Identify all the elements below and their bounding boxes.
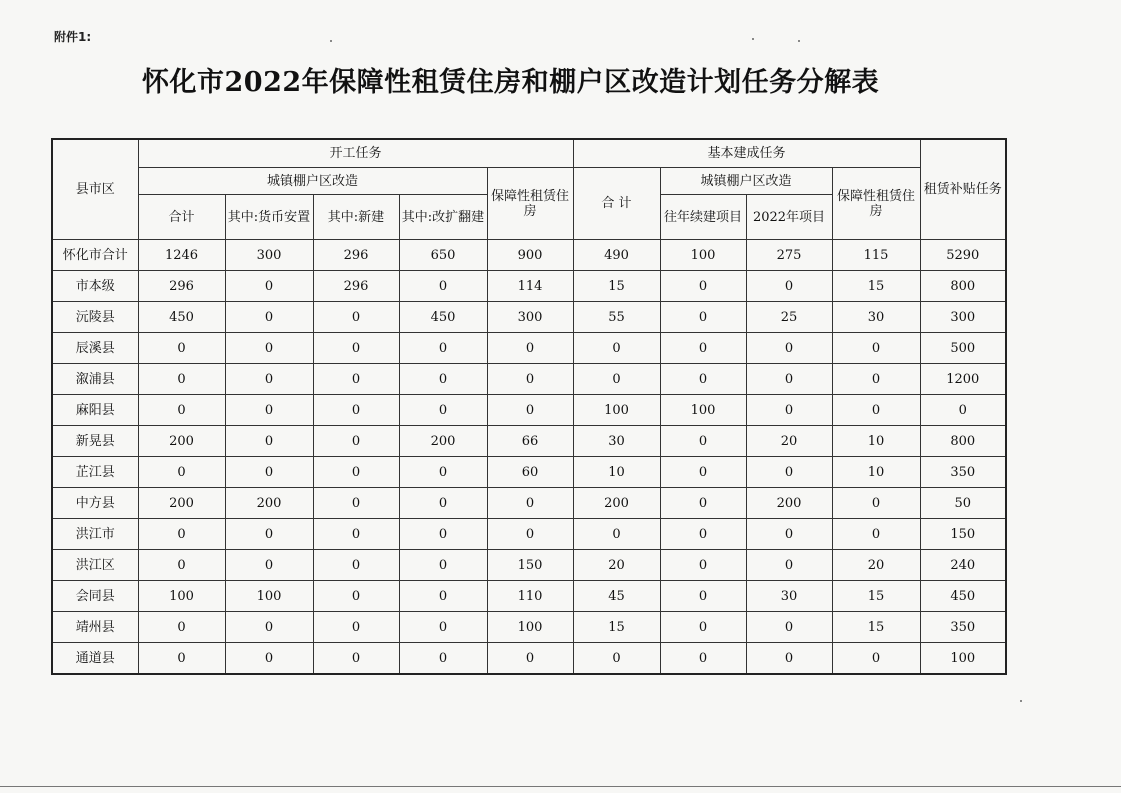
table-cell: 275 <box>746 240 832 271</box>
table-cell: 300 <box>487 302 573 333</box>
table-cell: 0 <box>138 457 225 488</box>
table-cell: 0 <box>487 643 573 675</box>
table-cell: 10 <box>832 457 920 488</box>
table-cell: 0 <box>225 612 313 643</box>
table-cell: 0 <box>660 457 746 488</box>
row-county-name: 中方县 <box>52 488 138 519</box>
table-cell: 10 <box>573 457 660 488</box>
row-county-name: 洪江市 <box>52 519 138 550</box>
table-cell: 0 <box>746 643 832 675</box>
table-cell: 0 <box>313 488 399 519</box>
table-cell: 15 <box>832 271 920 302</box>
table-cell: 0 <box>313 395 399 426</box>
table-row <box>52 333 1006 364</box>
table-row <box>52 457 1006 488</box>
table-cell: 150 <box>920 519 1006 550</box>
table-cell: 0 <box>225 395 313 426</box>
table-cell: 1246 <box>138 240 225 271</box>
table-cell: 15 <box>573 612 660 643</box>
table-cell: 0 <box>225 643 313 675</box>
table-cell: 110 <box>487 581 573 612</box>
table-cell: 0 <box>660 519 746 550</box>
table-cell: 15 <box>573 271 660 302</box>
table-cell: 55 <box>573 302 660 333</box>
table-cell: 10 <box>832 426 920 457</box>
scan-speck <box>1020 700 1022 702</box>
header-2022-projects: 2022年项目 <box>746 195 832 240</box>
table-cell: 0 <box>399 395 487 426</box>
table-cell: 200 <box>138 488 225 519</box>
table-cell: 0 <box>399 519 487 550</box>
scan-speck <box>798 40 800 42</box>
table-cell: 450 <box>399 302 487 333</box>
table-cell: 0 <box>399 612 487 643</box>
table-cell: 66 <box>487 426 573 457</box>
table-cell: 0 <box>746 364 832 395</box>
table-cell: 0 <box>225 519 313 550</box>
header-new-build: 其中:新建 <box>313 195 399 240</box>
row-county-name: 靖州县 <box>52 612 138 643</box>
table-cell: 150 <box>487 550 573 581</box>
table-cell: 115 <box>832 240 920 271</box>
table-cell: 300 <box>225 240 313 271</box>
table-cell: 45 <box>573 581 660 612</box>
header-shantytown-start: 城镇棚户区改造 <box>138 168 487 195</box>
table-cell: 0 <box>832 333 920 364</box>
table-cell: 20 <box>573 550 660 581</box>
table-cell: 0 <box>573 519 660 550</box>
table-cell: 30 <box>573 426 660 457</box>
table-cell: 0 <box>399 271 487 302</box>
table-cell: 0 <box>487 488 573 519</box>
row-county-name: 会同县 <box>52 581 138 612</box>
table-cell: 0 <box>138 395 225 426</box>
table-cell: 0 <box>225 457 313 488</box>
table-cell: 500 <box>920 333 1006 364</box>
table-cell: 800 <box>920 426 1006 457</box>
table-cell: 0 <box>225 333 313 364</box>
table-cell: 1200 <box>920 364 1006 395</box>
table-row <box>52 364 1006 395</box>
row-county-name: 市本级 <box>52 271 138 302</box>
header-county: 县市区 <box>52 139 138 240</box>
header-monetary: 其中:货币安置 <box>225 195 313 240</box>
table-cell: 0 <box>660 271 746 302</box>
table-cell: 30 <box>832 302 920 333</box>
table-cell: 0 <box>746 395 832 426</box>
table-cell: 350 <box>920 612 1006 643</box>
table-row <box>52 519 1006 550</box>
table-cell: 0 <box>138 612 225 643</box>
table-cell: 0 <box>832 395 920 426</box>
table-cell: 20 <box>746 426 832 457</box>
table-cell: 100 <box>573 395 660 426</box>
table-cell: 450 <box>138 302 225 333</box>
table-cell: 200 <box>746 488 832 519</box>
table-row <box>52 488 1006 519</box>
task-table <box>51 138 1007 675</box>
table-cell: 15 <box>832 612 920 643</box>
table-cell: 0 <box>399 643 487 675</box>
table-cell: 0 <box>138 550 225 581</box>
table-cell: 650 <box>399 240 487 271</box>
table-cell: 0 <box>832 643 920 675</box>
table-cell: 350 <box>920 457 1006 488</box>
table-row <box>52 302 1006 333</box>
table-cell: 0 <box>313 550 399 581</box>
table-cell: 296 <box>313 271 399 302</box>
table-cell: 300 <box>920 302 1006 333</box>
table-row <box>52 395 1006 426</box>
table-cell: 296 <box>138 271 225 302</box>
attachment-label: 附件1: <box>54 30 92 44</box>
table-cell: 100 <box>920 643 1006 675</box>
table-cell: 0 <box>487 395 573 426</box>
table-cell: 0 <box>746 271 832 302</box>
table-cell: 800 <box>920 271 1006 302</box>
table-cell: 0 <box>746 333 832 364</box>
row-county-name: 麻阳县 <box>52 395 138 426</box>
table-cell: 0 <box>138 333 225 364</box>
table-cell: 0 <box>313 643 399 675</box>
table-cell: 100 <box>225 581 313 612</box>
table-cell: 0 <box>313 302 399 333</box>
scan-speck <box>752 38 754 40</box>
table-cell: 0 <box>660 333 746 364</box>
table-cell: 0 <box>746 457 832 488</box>
header-total-basic: 合 计 <box>573 168 660 240</box>
table-cell: 100 <box>660 395 746 426</box>
table-cell: 450 <box>920 581 1006 612</box>
table-cell: 0 <box>660 488 746 519</box>
table-cell: 0 <box>660 643 746 675</box>
table-cell: 490 <box>573 240 660 271</box>
table-cell: 0 <box>487 364 573 395</box>
scan-speck <box>330 40 332 42</box>
table-cell: 5290 <box>920 240 1006 271</box>
table-row <box>52 240 1006 271</box>
table-cell: 0 <box>660 302 746 333</box>
row-county-name: 洪江区 <box>52 550 138 581</box>
table-cell: 0 <box>920 395 1006 426</box>
table-cell: 200 <box>138 426 225 457</box>
table-cell: 25 <box>746 302 832 333</box>
table-cell: 0 <box>225 364 313 395</box>
row-county-name: 通道县 <box>52 643 138 675</box>
table-cell: 0 <box>487 519 573 550</box>
row-county-name: 辰溪县 <box>52 333 138 364</box>
table-cell: 296 <box>313 240 399 271</box>
header-start-tasks: 开工任务 <box>138 139 573 168</box>
table-row <box>52 643 1006 675</box>
table-cell: 900 <box>487 240 573 271</box>
table-cell: 100 <box>660 240 746 271</box>
table-cell: 0 <box>313 364 399 395</box>
table-cell: 0 <box>138 519 225 550</box>
row-county-name: 溆浦县 <box>52 364 138 395</box>
table-cell: 0 <box>313 612 399 643</box>
table-row <box>52 550 1006 581</box>
table-cell: 0 <box>399 457 487 488</box>
table-cell: 50 <box>920 488 1006 519</box>
table-cell: 0 <box>573 364 660 395</box>
header-basic-tasks: 基本建成任务 <box>573 139 920 168</box>
table-cell: 20 <box>832 550 920 581</box>
table-cell: 0 <box>746 612 832 643</box>
table-cell: 100 <box>138 581 225 612</box>
table-cell: 0 <box>399 364 487 395</box>
table-cell: 0 <box>746 550 832 581</box>
table-cell: 0 <box>660 550 746 581</box>
table-cell: 0 <box>399 550 487 581</box>
table-cell: 0 <box>138 364 225 395</box>
table-row <box>52 581 1006 612</box>
table-cell: 30 <box>746 581 832 612</box>
row-county-name: 新晃县 <box>52 426 138 457</box>
row-county-name: 芷江县 <box>52 457 138 488</box>
table-cell: 0 <box>313 519 399 550</box>
table-cell: 0 <box>225 426 313 457</box>
header-rental-housing-basic: 保障性租赁住房 <box>832 168 920 240</box>
table-cell: 0 <box>225 550 313 581</box>
table-cell: 240 <box>920 550 1006 581</box>
table-cell: 0 <box>399 333 487 364</box>
table-cell: 15 <box>832 581 920 612</box>
row-county-name: 怀化市合计 <box>52 240 138 271</box>
table-cell: 0 <box>225 271 313 302</box>
table-cell: 200 <box>225 488 313 519</box>
table-cell: 0 <box>832 488 920 519</box>
table-cell: 0 <box>225 302 313 333</box>
table-cell: 0 <box>487 333 573 364</box>
table-cell: 0 <box>660 364 746 395</box>
table-cell: 0 <box>746 519 832 550</box>
table-cell: 60 <box>487 457 573 488</box>
header-total-start: 合计 <box>138 195 225 240</box>
table-row <box>52 426 1006 457</box>
header-renovation: 其中:改扩翻建 <box>399 195 487 240</box>
table-cell: 0 <box>138 643 225 675</box>
table-cell: 0 <box>313 457 399 488</box>
table-cell: 0 <box>660 426 746 457</box>
table-cell: 114 <box>487 271 573 302</box>
page-title: 怀化市2022年保障性租赁住房和棚户区改造计划任务分解表 <box>142 67 880 98</box>
table-cell: 0 <box>832 364 920 395</box>
header-previous-projects: 往年续建项目 <box>660 195 746 240</box>
table-cell: 0 <box>660 581 746 612</box>
table-cell: 0 <box>399 488 487 519</box>
header-rental-housing-start: 保障性租赁住房 <box>487 168 573 240</box>
table-cell: 0 <box>573 643 660 675</box>
table-cell: 0 <box>832 519 920 550</box>
table-cell: 0 <box>573 333 660 364</box>
table-cell: 0 <box>313 426 399 457</box>
table-cell: 0 <box>399 581 487 612</box>
table-row <box>52 612 1006 643</box>
row-county-name: 沅陵县 <box>52 302 138 333</box>
table-cell: 200 <box>399 426 487 457</box>
table-cell: 200 <box>573 488 660 519</box>
table-row <box>52 271 1006 302</box>
table-cell: 100 <box>487 612 573 643</box>
table-cell: 0 <box>313 333 399 364</box>
table-cell: 0 <box>660 612 746 643</box>
header-shantytown-basic: 城镇棚户区改造 <box>660 168 832 195</box>
header-rent-subsidy: 租赁补贴任务 <box>920 139 1006 240</box>
page-bottom-rule <box>0 786 1121 787</box>
table-cell: 0 <box>313 581 399 612</box>
